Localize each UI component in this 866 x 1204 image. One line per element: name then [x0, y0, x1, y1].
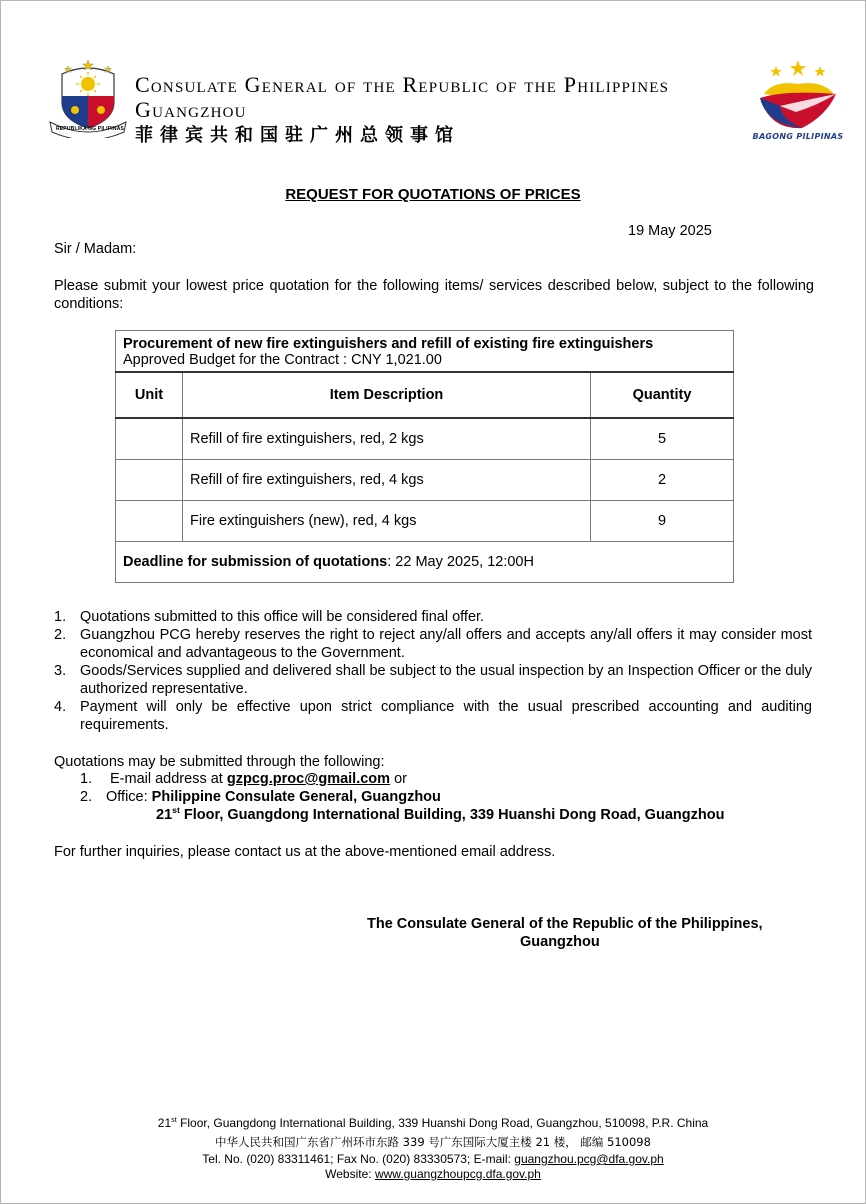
budget-label: Approved Budget for the Contract : — [123, 352, 348, 368]
row-quantity: 5 — [591, 418, 734, 460]
deadline-value: : 22 May 2025, 12:00H — [387, 554, 534, 570]
salutation: Sir / Madam: — [54, 241, 137, 257]
rfq-table — [115, 330, 734, 583]
budget-value: CNY 1,021.00 — [351, 352, 442, 368]
condition-item — [54, 662, 812, 698]
footer-address-text: Floor, Guangdong International Building, 339 Huanshi Dong Road, Guangzhou, 510098, P.R. China — [180, 1116, 709, 1130]
document-date: 19 May 2025 — [628, 223, 712, 239]
column-header-quantity: Quantity — [591, 372, 734, 418]
footer-website — [0, 1167, 866, 1181]
row-description: Refill of fire extinguishers, red, 4 kgs — [183, 460, 591, 501]
header-consulate-name: Consulate General of the Republic of the Philippines — [135, 72, 670, 97]
seal-ribbon-text: REPUBLIKA NG PILIPINAS — [55, 126, 125, 132]
table-row — [116, 501, 734, 542]
procurement-header-cell — [116, 331, 734, 373]
footer-address-chinese: 中华人民共和国广东省广州环市东路 339 号广东国际大厦主楼 21 楼， 邮编 510098 — [215, 1135, 651, 1149]
signature-line1: The Consulate General of the Republic of the Philippines, — [367, 916, 763, 932]
condition-number: 4. — [54, 699, 67, 715]
condition-item — [54, 698, 812, 734]
condition-number: 2. — [54, 627, 67, 643]
header-chinese-name: 菲律宾共和国驻广州总领事馆 — [135, 125, 460, 146]
row-unit — [116, 460, 183, 501]
condition-text: Payment will only be effective upon strict compliance with the usual prescribed accounting and auditing requirements. — [80, 699, 812, 733]
submission-office-line — [80, 789, 441, 805]
footer-contact — [0, 1152, 866, 1166]
deadline-cell — [116, 542, 734, 583]
row-unit — [116, 501, 183, 542]
submission-email-prefix: E-mail address at — [110, 771, 223, 787]
column-header-unit: Unit — [116, 372, 183, 418]
row-unit — [116, 418, 183, 460]
submission-number: 1. — [80, 771, 93, 787]
footer-address — [0, 1116, 866, 1130]
condition-item — [54, 626, 812, 662]
condition-text: Guangzhou PCG hereby reserves the right to reject any/all offers and accepts any/all offers it may consider most economical and advantageous to the Government. — [80, 627, 812, 661]
further-inquiries: For further inquiries, please contact us at the above-mentioned email address. — [54, 844, 556, 860]
footer-floor-number: 21 — [157, 1116, 172, 1130]
submission-number: 2. — [80, 789, 93, 805]
footer-floor-ordinal: st — [171, 1115, 177, 1124]
footer-contact-text: Tel. No. (020) 83311461; Fax No. (020) 83330573; E-mail: — [202, 1152, 511, 1166]
table-row — [116, 418, 734, 460]
row-quantity: 2 — [591, 460, 734, 501]
submission-email-line — [80, 771, 407, 787]
footer-website-link[interactable]: www.guangzhoupcg.dfa.gov.ph — [374, 1167, 541, 1181]
submission-office-name: Philippine Consulate General, Guangzhou — [151, 789, 441, 805]
floor-number: 21 — [156, 807, 173, 823]
budget-line — [123, 352, 726, 370]
intro-paragraph: Please submit your lowest price quotation for the following items/ services described below, subject to the following conditions: — [54, 278, 814, 312]
submission-intro: Quotations may be submitted through the following: — [54, 754, 385, 770]
condition-number: 3. — [54, 663, 67, 679]
condition-number: 1. — [54, 609, 67, 625]
condition-item — [54, 608, 812, 626]
signature-line2: Guangzhou — [520, 934, 600, 950]
deadline-label: Deadline for submission of quotations — [123, 554, 388, 570]
header-city: Guangzhou — [135, 97, 247, 122]
submission-email-suffix: or — [394, 771, 407, 787]
footer-website-label: Website: — [325, 1167, 372, 1181]
submission-office-address — [156, 807, 724, 823]
row-quantity: 9 — [591, 501, 734, 542]
bagong-pilipinas-text: BAGONG PILIPINAS — [752, 132, 844, 141]
submission-email-link[interactable]: gzpcg.proc@gmail.com — [226, 771, 391, 787]
office-address-text: Floor, Guangdong International Building, 339 Huanshi Dong Road, Guangzhou — [183, 807, 725, 823]
column-header-description: Item Description — [183, 372, 591, 418]
row-description: Refill of fire extinguishers, red, 2 kgs — [183, 418, 591, 460]
footer-email-link[interactable]: guangzhou.pcg@dfa.gov.ph — [514, 1152, 664, 1166]
procurement-title: Procurement of new fire extinguishers and refill of existing fire extinguishers — [123, 336, 654, 352]
document-title: REQUEST FOR QUOTATIONS OF PRICES — [285, 186, 581, 203]
row-description: Fire extinguishers (new), red, 4 kgs — [183, 501, 591, 542]
conditions-list — [54, 608, 812, 734]
submission-office-prefix: Office: — [106, 789, 148, 805]
condition-text: Quotations submitted to this office will be considered final offer. — [80, 609, 485, 625]
floor-ordinal: st — [172, 805, 180, 816]
table-row — [116, 460, 734, 501]
bagong-pilipinas-logo-icon — [746, 54, 850, 144]
condition-text: Goods/Services supplied and delivered shall be subject to the usual inspection by an Inspection Officer or the duly authorized representative. — [80, 663, 812, 697]
